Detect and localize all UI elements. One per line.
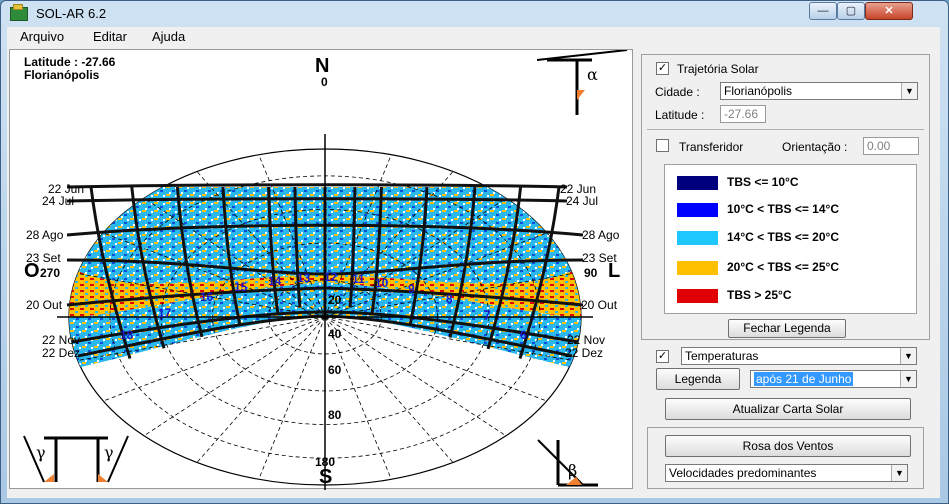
altitude-20-label: 20 (328, 293, 342, 307)
temperaturas-value: Temperaturas (685, 349, 759, 363)
corner-arc (98, 474, 108, 482)
menu-editar[interactable]: Editar (93, 29, 127, 44)
hour-label: 11 (352, 272, 365, 286)
legend-swatch-2 (677, 203, 718, 217)
hour-label: 10 (375, 276, 389, 290)
azimuth-90-label: 90 (584, 266, 598, 280)
folder-icon (10, 7, 28, 21)
hour-label: 9 (408, 282, 415, 296)
transferidor-checkbox[interactable] (656, 139, 669, 152)
legend-text-1: TBS <= 10°C (727, 175, 799, 189)
cidade-label: Cidade : (655, 85, 700, 99)
east-label: L (608, 260, 621, 282)
chevron-down-icon: ▼ (891, 465, 907, 481)
velocidades-select[interactable] (665, 464, 908, 482)
rosa-dos-ventos-button[interactable]: Rosa dos Ventos (665, 435, 911, 457)
temperaturas-checkbox[interactable]: ✓ (657, 350, 668, 362)
gamma-symbol: γ (104, 443, 114, 462)
latitude-label: Latitude : (655, 108, 705, 122)
beta-protractor-icon (538, 440, 598, 485)
legend-text-2: 10°C < TBS <= 14°C (727, 202, 839, 216)
date-right-23set: 23 Set (582, 251, 617, 265)
menu-arquivo[interactable]: Arquivo (20, 29, 65, 44)
date-left-24jul: 24 Jul (42, 194, 75, 208)
hour-label: 13 (297, 271, 311, 285)
legend-box (664, 164, 917, 314)
legend-text-3: 14°C < TBS <= 20°C (727, 230, 839, 244)
azimuth-180-label: 180 (315, 455, 336, 469)
date-right-22jun: 22 Jun (560, 182, 597, 196)
solar-chart-graphic (10, 50, 634, 490)
atualizar-carta-button[interactable]: Atualizar Carta Solar (665, 398, 911, 420)
date-left-28ago: 28 Ago (26, 228, 64, 242)
date-left-20out: 20 Out (26, 298, 63, 312)
solar-chart[interactable] (9, 49, 633, 489)
trajetoria-checkbox[interactable]: ✓ (657, 62, 668, 74)
orientacao-field[interactable]: 0.00 (863, 137, 919, 155)
chevron-down-icon: ▼ (900, 348, 916, 364)
date-right-20out: 20 Out (581, 298, 618, 312)
gamma-symbol: γ (36, 443, 46, 462)
date-right-22dez: 22 Dez (565, 346, 604, 360)
divider (647, 129, 924, 130)
hour-label: 14 (268, 274, 282, 288)
legend-swatch-5 (677, 289, 718, 303)
orientacao-label: Orientação : (782, 140, 848, 154)
temperaturas-select[interactable] (681, 347, 917, 365)
altitude-80-label: 80 (328, 408, 342, 422)
title-bar[interactable] (1, 1, 948, 27)
date-left-22dez: 22 Dez (42, 346, 81, 360)
alpha-protractor-icon (537, 50, 627, 115)
hour-label: 6 (520, 328, 527, 342)
menu-bar (7, 27, 940, 46)
alpha-symbol: α (587, 65, 598, 84)
control-panel (641, 54, 934, 494)
latitude-readout: Latitude : -27.66 (24, 55, 116, 69)
fechar-legenda-button[interactable]: Fechar Legenda (728, 319, 846, 338)
menu-ajuda[interactable]: Ajuda (152, 29, 186, 44)
legend-text-4: 20°C < TBS <= 25°C (727, 260, 839, 274)
hour-label: 18 (120, 328, 134, 342)
hour-label: 16 (200, 290, 214, 304)
date-right-24jul: 24 Jul (566, 194, 599, 208)
latitude-field[interactable]: -27.66 (720, 105, 766, 123)
legenda-button[interactable]: Legenda (656, 368, 740, 390)
azimuth-270-label: 270 (40, 266, 61, 280)
legend-text-5: TBS > 25°C (727, 288, 792, 302)
cidade-value: Florianópolis (724, 84, 793, 98)
close-button[interactable]: ✕ (865, 2, 913, 20)
city-readout: Florianópolis (24, 68, 100, 82)
minimize-button[interactable]: — (809, 2, 837, 20)
beta-symbol: β (568, 461, 578, 480)
date-left-22jun: 22 Jun (48, 182, 85, 196)
velocidades-value: Velocidades predominantes (669, 466, 817, 480)
chevron-down-icon: ▼ (900, 371, 916, 387)
periodo-select[interactable] (750, 370, 917, 388)
legend-swatch-1 (677, 176, 718, 190)
north-label: N (315, 55, 330, 77)
south-label: S (319, 466, 333, 488)
west-label: O (24, 260, 40, 282)
trajetoria-label: Trajetória Solar (677, 62, 759, 76)
cidade-select[interactable] (720, 82, 918, 100)
chevron-down-icon: ▼ (901, 83, 917, 99)
altitude-40-label: 40 (328, 327, 342, 341)
date-right-22nov: 22 Nov (567, 333, 606, 347)
corner-arc (44, 474, 54, 482)
window-title: SOL-AR 6.2 (36, 6, 107, 21)
date-right-28ago: 28 Ago (582, 228, 620, 242)
date-left-22nov: 22 Nov (42, 333, 81, 347)
hour-label: 12 (324, 270, 338, 284)
hour-label: 7 (484, 308, 491, 322)
altitude-60-label: 60 (328, 363, 342, 377)
legend-swatch-4 (677, 261, 718, 275)
azimuth-0-label: 0 (321, 75, 328, 89)
legend-swatch-3 (677, 231, 718, 245)
hour-label: 15 (234, 280, 248, 294)
hour-label: 8 (446, 292, 453, 306)
periodo-value: após 21 de Junho (756, 372, 852, 386)
date-left-23set: 23 Set (26, 251, 61, 265)
hour-label: 17 (158, 306, 172, 320)
maximize-button[interactable]: ▢ (837, 2, 865, 20)
transferidor-label: Transferidor (679, 140, 744, 154)
gamma-protractor-icon (24, 436, 128, 482)
